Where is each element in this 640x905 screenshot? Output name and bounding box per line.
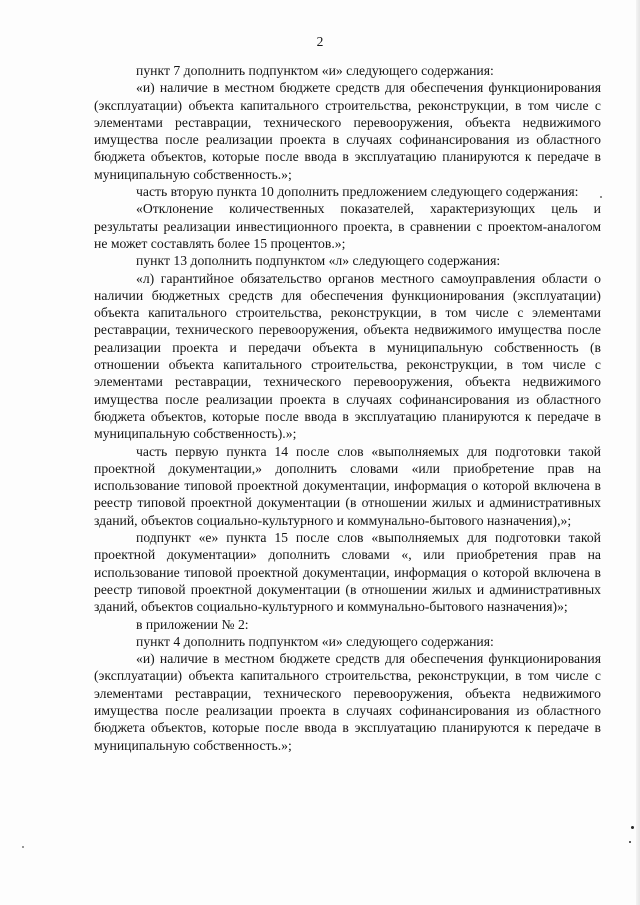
- scan-speck: [629, 841, 631, 843]
- paragraph-3: часть вторую пункта 10 дополнить предложением следующего содержания:: [136, 184, 579, 200]
- document-body: [94, 62, 601, 754]
- paragraph-8: подпункт «е» пункта 15 после слов «выполняемых для подготовки такой проектной документации» дополнить словами «, или приобретения прав на использование типовой проектной документации, информация о которой включена в реестр типовой проектной документации (в отношении жилых и административных зданий, объектов социально-культурного и коммунально-бытового назначения)»;: [94, 530, 601, 615]
- paragraph-1: пункт 7 дополнить подпунктом «и» следующего содержания:: [136, 63, 494, 78]
- scan-speck: [631, 826, 634, 829]
- paragraph-5: пункт 13 дополнить подпунктом «л» следующего содержания:: [136, 253, 501, 269]
- paragraph-6: «л) гарантийное обязательство органов местного самоуправления области о наличии бюджетных средств для обеспечения функционирования (эксплуатации) объекта капитального строительства, реконструкции, в том числе с элементами реставрации, технического перевооружения, объекта недвижимого имущества после реализации проекта и передачи объекта в муниципальную собственность (в отношении объекта капитального строительства, реконструкции, в том числе с элементами реставрации, технического перевооружения, объекта недвижимого имущества после реализации проекта в случаях софинансирования из областного бюджета объектов, которые после ввода в эксплуатацию планируются к передаче в муниципальную собственность).»;: [94, 270, 601, 442]
- paragraph-9: в приложении № 2:: [136, 616, 249, 632]
- scan-speck: [600, 196, 602, 198]
- scan-speck: [22, 846, 24, 848]
- paragraph-7: часть первую пункта 14 после слов «выполняемых для подготовки такой проектной документации,» дополнить словами «или приобретение прав на использование типовой проектной документации, информация о которой включена в реестр типовой проектной документации (в отношении жилых и административных зданий, объектов социально-культурного и коммунально-бытового назначения),»;: [94, 443, 601, 528]
- paragraph-2: «и) наличие в местном бюджете средств для обеспечения функционирования (эксплуатации) объекта капитального строительства, реконструкции, в том числе с элементами реставрации, технического перевооружения, объекта недвижимого имущества после реализации проекта в случаях софинансирования из областного бюджета объектов, которые после ввода в эксплуатацию планируются к передаче в муниципальную собственность.»;: [94, 80, 601, 182]
- paragraph-11: «и) наличие в местном бюджете средств для обеспечения функционирования (эксплуатации) объекта капитального строительства, реконструкции, в том числе с элементами реставрации, технического перевооружения, объекта недвижимого имущества после реализации проекта в случаях софинансирования из областного бюджета объектов, которые после ввода в эксплуатацию планируются к передаче в муниципальную собственность.»;: [94, 651, 601, 753]
- scan-edge: [636, 0, 640, 905]
- page-number: 2: [316, 34, 324, 49]
- paragraph-4: «Отклонение количественных показателей, характеризующих цель и результаты реализации инвестиционного проекта, в сравнении с проектом-аналогом не может составлять более 15 процентов.»;: [94, 201, 601, 251]
- paragraph-10: пункт 4 дополнить подпунктом «и» следующего содержания:: [136, 633, 494, 649]
